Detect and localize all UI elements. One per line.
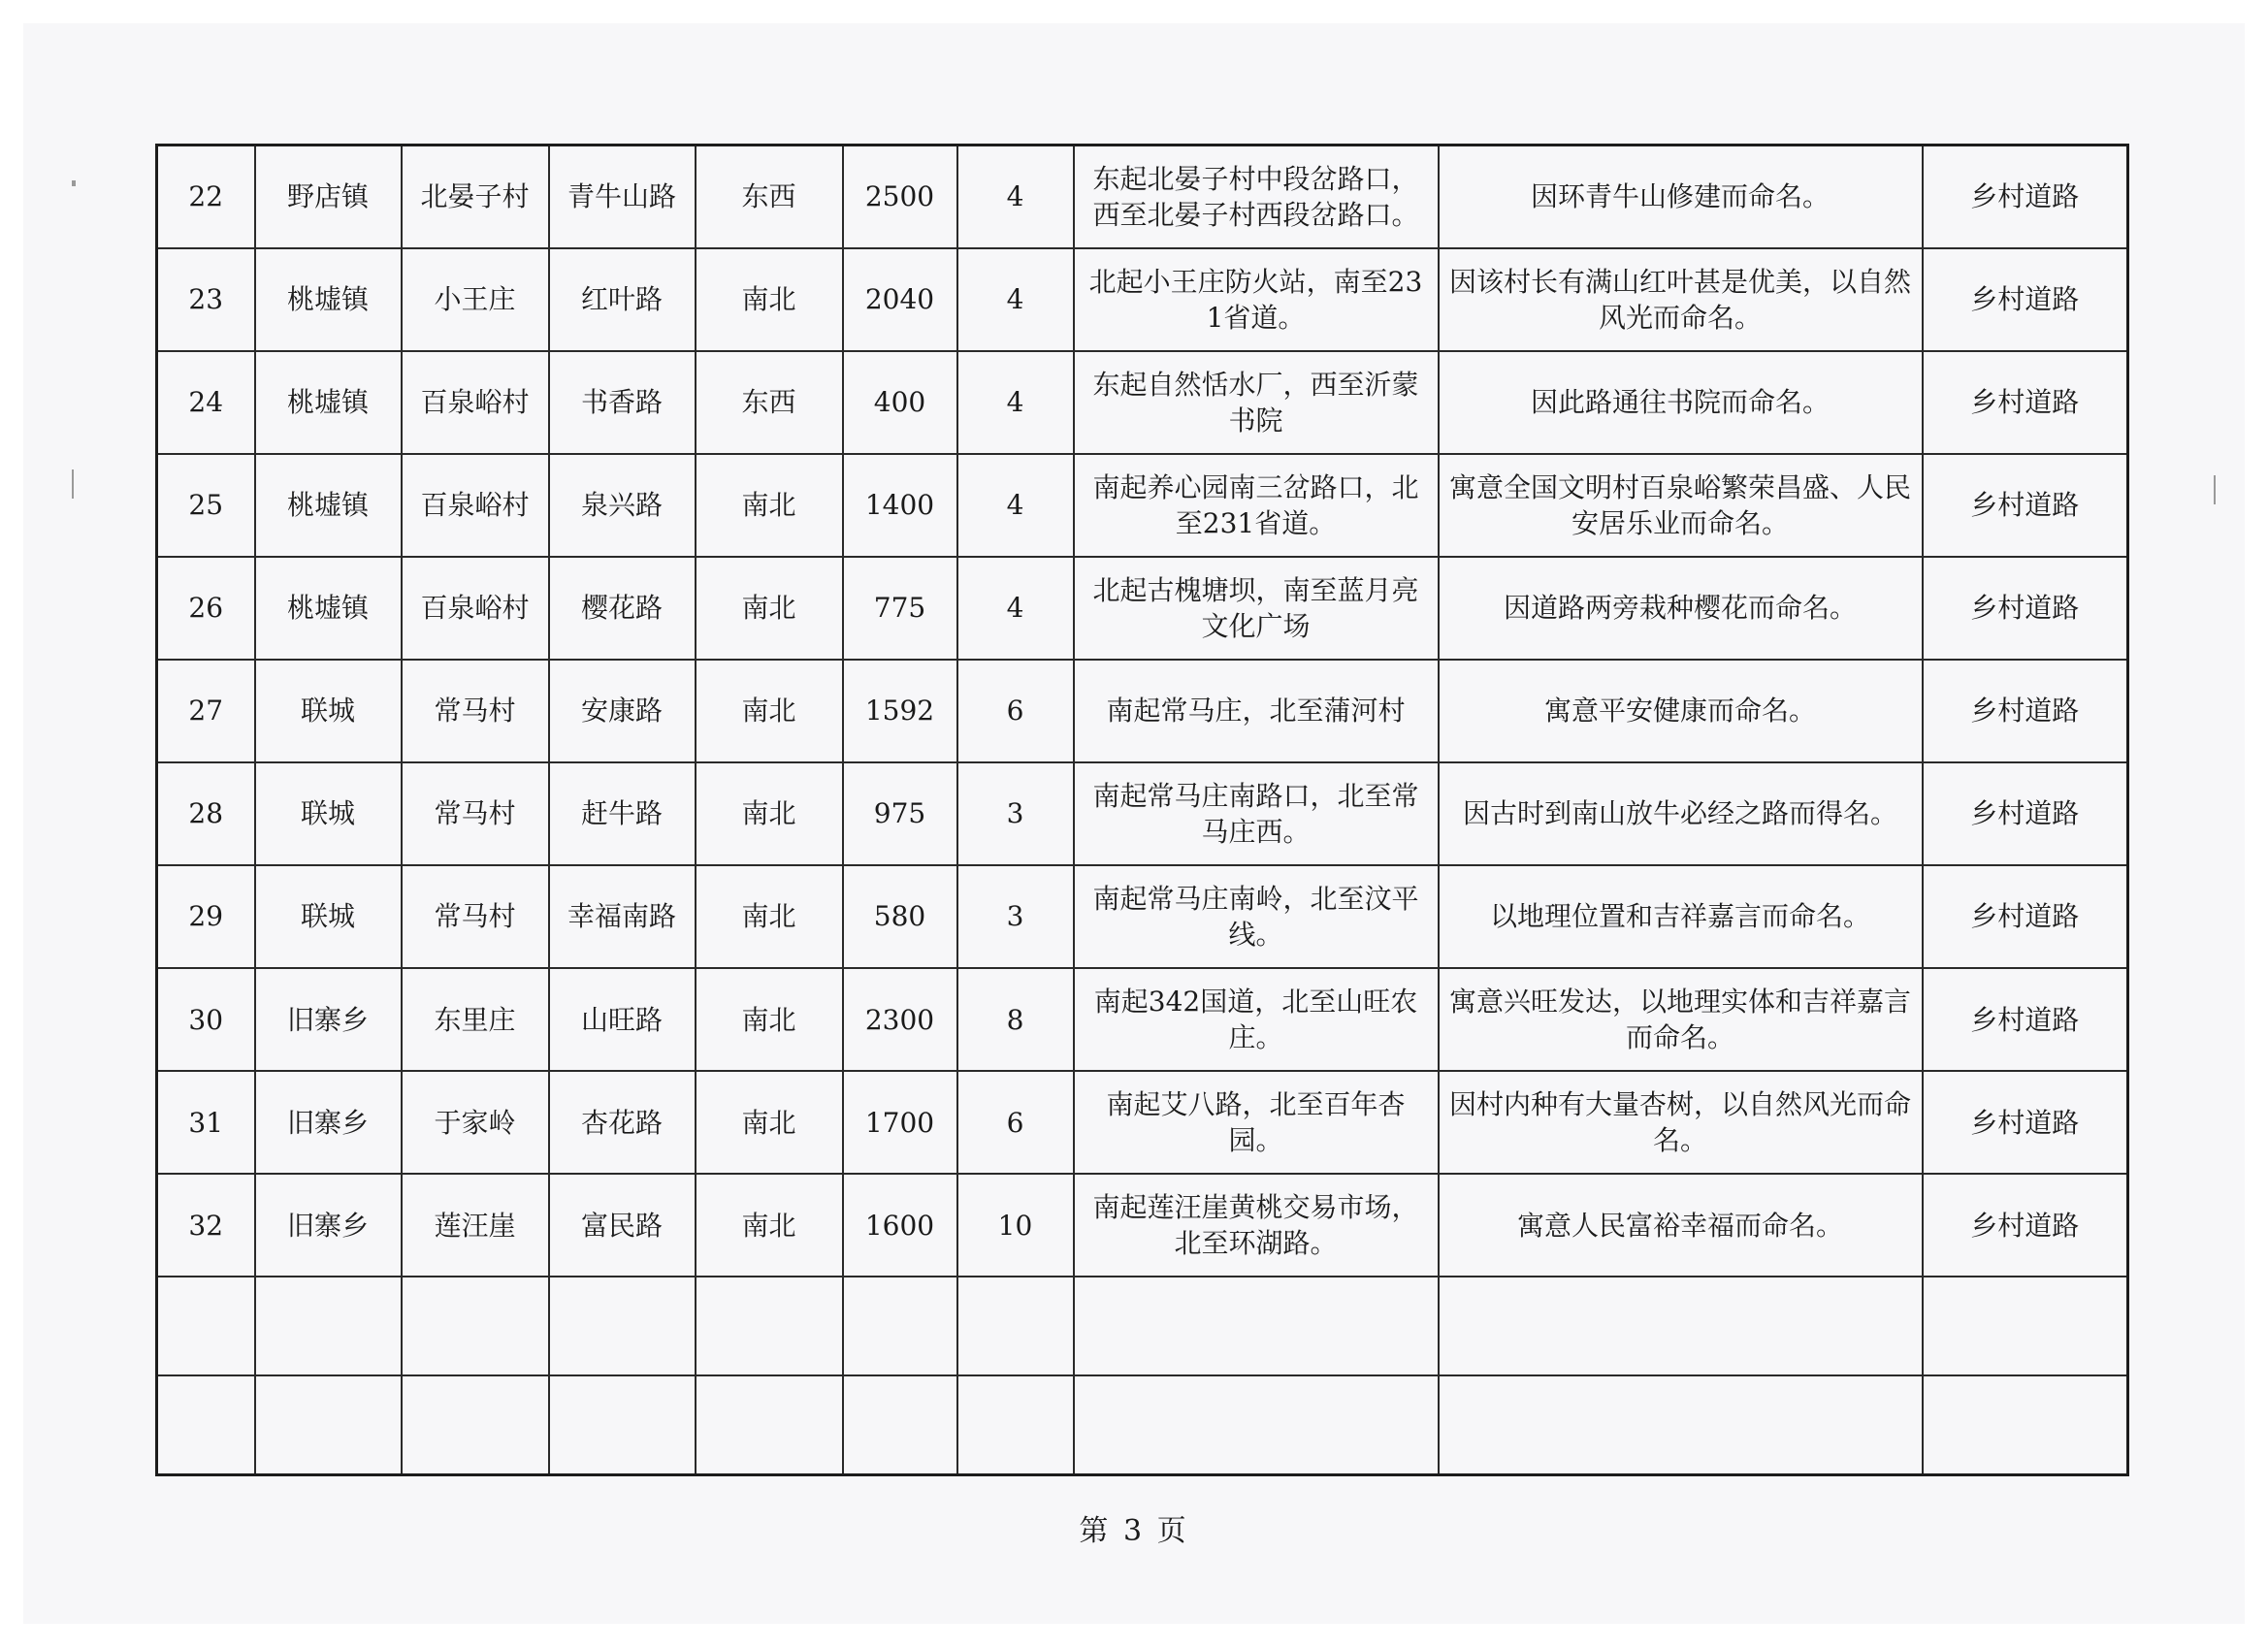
category-cell: 乡村道路 xyxy=(1923,351,2128,454)
empty-cell xyxy=(843,1375,957,1474)
row-number-cell: 28 xyxy=(157,762,255,865)
naming-reason-cell: 寓意全国文明村百泉峪繁荣昌盛、人民安居乐业而命名。 xyxy=(1439,454,1923,557)
width-cell: 10 xyxy=(957,1174,1074,1277)
empty-cell xyxy=(957,1375,1074,1474)
empty-cell xyxy=(843,1277,957,1375)
empty-table-row xyxy=(157,1277,2128,1375)
village-cell: 常马村 xyxy=(402,865,549,968)
width-cell: 4 xyxy=(957,454,1074,557)
direction-cell: 南北 xyxy=(696,1071,843,1174)
town-cell: 桃墟镇 xyxy=(255,454,402,557)
length-cell: 2500 xyxy=(843,146,957,248)
town-cell: 桃墟镇 xyxy=(255,351,402,454)
empty-cell xyxy=(1074,1375,1439,1474)
start-end-cell: 北起小王庄防火站，南至231省道。 xyxy=(1074,248,1439,351)
naming-reason-cell: 因环青牛山修建而命名。 xyxy=(1439,146,1923,248)
table-row xyxy=(157,865,2128,968)
road-name-cell: 山旺路 xyxy=(549,968,696,1071)
village-cell: 东里庄 xyxy=(402,968,549,1071)
empty-cell xyxy=(402,1277,549,1375)
village-cell: 百泉峪村 xyxy=(402,454,549,557)
category-cell: 乡村道路 xyxy=(1923,146,2128,248)
table-row xyxy=(157,146,2128,248)
table-row xyxy=(157,968,2128,1071)
empty-cell xyxy=(157,1277,255,1375)
category-cell: 乡村道路 xyxy=(1923,1071,2128,1174)
town-cell: 野店镇 xyxy=(255,146,402,248)
row-number-cell: 25 xyxy=(157,454,255,557)
start-end-cell: 东起自然恬水厂，西至沂蒙书院 xyxy=(1074,351,1439,454)
direction-cell: 南北 xyxy=(696,865,843,968)
width-cell: 4 xyxy=(957,146,1074,248)
empty-cell xyxy=(255,1375,402,1474)
empty-cell xyxy=(255,1277,402,1375)
empty-cell xyxy=(696,1277,843,1375)
empty-cell xyxy=(549,1277,696,1375)
start-end-cell: 南起莲汪崖黄桃交易市场，北至环湖路。 xyxy=(1074,1174,1439,1277)
empty-cell xyxy=(1923,1277,2128,1375)
category-cell: 乡村道路 xyxy=(1923,1174,2128,1277)
table-row xyxy=(157,1174,2128,1277)
direction-cell: 南北 xyxy=(696,968,843,1071)
road-name-cell: 青牛山路 xyxy=(549,146,696,248)
category-cell: 乡村道路 xyxy=(1923,660,2128,762)
table-row xyxy=(157,557,2128,660)
length-cell: 580 xyxy=(843,865,957,968)
length-cell: 975 xyxy=(843,762,957,865)
category-cell: 乡村道路 xyxy=(1923,248,2128,351)
width-cell: 4 xyxy=(957,351,1074,454)
row-number-cell: 30 xyxy=(157,968,255,1071)
category-cell: 乡村道路 xyxy=(1923,454,2128,557)
table-row xyxy=(157,1071,2128,1174)
town-cell: 桃墟镇 xyxy=(255,557,402,660)
town-cell: 旧寨乡 xyxy=(255,968,402,1071)
scan-mark xyxy=(72,469,74,499)
row-number-cell: 22 xyxy=(157,146,255,248)
start-end-cell: 南起常马庄南岭，北至汶平线。 xyxy=(1074,865,1439,968)
empty-cell xyxy=(1074,1277,1439,1375)
length-cell: 1592 xyxy=(843,660,957,762)
direction-cell: 南北 xyxy=(696,454,843,557)
row-number-cell: 26 xyxy=(157,557,255,660)
empty-cell xyxy=(957,1277,1074,1375)
naming-reason-cell: 因该村长有满山红叶甚是优美，以自然风光而命名。 xyxy=(1439,248,1923,351)
road-name-cell: 泉兴路 xyxy=(549,454,696,557)
page-number: 第 3 页 xyxy=(1079,1514,1189,1548)
empty-cell xyxy=(1439,1375,1923,1474)
width-cell: 6 xyxy=(957,1071,1074,1174)
direction-cell: 南北 xyxy=(696,660,843,762)
row-number-cell: 23 xyxy=(157,248,255,351)
direction-cell: 南北 xyxy=(696,1174,843,1277)
empty-cell xyxy=(1439,1277,1923,1375)
width-cell: 4 xyxy=(957,248,1074,351)
road-name-cell: 书香路 xyxy=(549,351,696,454)
start-end-cell: 南起342国道，北至山旺农庄。 xyxy=(1074,968,1439,1071)
direction-cell: 南北 xyxy=(696,762,843,865)
empty-cell xyxy=(549,1375,696,1474)
village-cell: 常马村 xyxy=(402,762,549,865)
empty-cell xyxy=(696,1375,843,1474)
row-number-cell: 31 xyxy=(157,1071,255,1174)
village-cell: 莲汪崖 xyxy=(402,1174,549,1277)
village-cell: 常马村 xyxy=(402,660,549,762)
naming-reason-cell: 因村内种有大量杏树，以自然风光而命名。 xyxy=(1439,1071,1923,1174)
road-name-cell: 安康路 xyxy=(549,660,696,762)
direction-cell: 东西 xyxy=(696,351,843,454)
length-cell: 400 xyxy=(843,351,957,454)
village-cell: 北晏子村 xyxy=(402,146,549,248)
village-cell: 小王庄 xyxy=(402,248,549,351)
width-cell: 6 xyxy=(957,660,1074,762)
town-cell: 联城 xyxy=(255,762,402,865)
direction-cell: 东西 xyxy=(696,146,843,248)
town-cell: 旧寨乡 xyxy=(255,1174,402,1277)
category-cell: 乡村道路 xyxy=(1923,557,2128,660)
table-row xyxy=(157,762,2128,865)
length-cell: 1400 xyxy=(843,454,957,557)
width-cell: 8 xyxy=(957,968,1074,1071)
row-number-cell: 29 xyxy=(157,865,255,968)
width-cell: 3 xyxy=(957,762,1074,865)
road-name-cell: 杏花路 xyxy=(549,1071,696,1174)
naming-reason-cell: 寓意人民富裕幸福而命名。 xyxy=(1439,1174,1923,1277)
village-cell: 于家岭 xyxy=(402,1071,549,1174)
length-cell: 2300 xyxy=(843,968,957,1071)
naming-reason-cell: 因道路两旁栽种樱花而命名。 xyxy=(1439,557,1923,660)
start-end-cell: 南起养心园南三岔路口，北至231省道。 xyxy=(1074,454,1439,557)
town-cell: 联城 xyxy=(255,865,402,968)
table-row xyxy=(157,660,2128,762)
village-cell: 百泉峪村 xyxy=(402,557,549,660)
category-cell: 乡村道路 xyxy=(1923,968,2128,1071)
table-row xyxy=(157,248,2128,351)
category-cell: 乡村道路 xyxy=(1923,865,2128,968)
road-naming-table xyxy=(155,144,2129,1476)
length-cell: 775 xyxy=(843,557,957,660)
scan-mark xyxy=(72,180,76,186)
row-number-cell: 32 xyxy=(157,1174,255,1277)
empty-table-row xyxy=(157,1375,2128,1474)
naming-reason-cell: 以地理位置和吉祥嘉言而命名。 xyxy=(1439,865,1923,968)
town-cell: 旧寨乡 xyxy=(255,1071,402,1174)
naming-reason-cell: 因此路通往书院而命名。 xyxy=(1439,351,1923,454)
road-name-cell: 红叶路 xyxy=(549,248,696,351)
table-body xyxy=(157,146,2128,1475)
naming-reason-cell: 寓意平安健康而命名。 xyxy=(1439,660,1923,762)
town-cell: 桃墟镇 xyxy=(255,248,402,351)
width-cell: 3 xyxy=(957,865,1074,968)
start-end-cell: 南起艾八路，北至百年杏园。 xyxy=(1074,1071,1439,1174)
road-name-cell: 樱花路 xyxy=(549,557,696,660)
road-name-cell: 赶牛路 xyxy=(549,762,696,865)
start-end-cell: 南起常马庄，北至蒲河村 xyxy=(1074,660,1439,762)
empty-cell xyxy=(157,1375,255,1474)
start-end-cell: 南起常马庄南路口，北至常马庄西。 xyxy=(1074,762,1439,865)
empty-cell xyxy=(402,1375,549,1474)
row-number-cell: 24 xyxy=(157,351,255,454)
table-row xyxy=(157,351,2128,454)
width-cell: 4 xyxy=(957,557,1074,660)
row-number-cell: 27 xyxy=(157,660,255,762)
start-end-cell: 东起北晏子村中段岔路口，西至北晏子村西段岔路口。 xyxy=(1074,146,1439,248)
town-cell: 联城 xyxy=(255,660,402,762)
table-row xyxy=(157,454,2128,557)
length-cell: 1600 xyxy=(843,1174,957,1277)
scan-mark xyxy=(2214,475,2216,504)
category-cell: 乡村道路 xyxy=(1923,762,2128,865)
naming-reason-cell: 寓意兴旺发达，以地理实体和吉祥嘉言而命名。 xyxy=(1439,968,1923,1071)
road-name-cell: 富民路 xyxy=(549,1174,696,1277)
village-cell: 百泉峪村 xyxy=(402,351,549,454)
direction-cell: 南北 xyxy=(696,248,843,351)
length-cell: 2040 xyxy=(843,248,957,351)
road-name-cell: 幸福南路 xyxy=(549,865,696,968)
direction-cell: 南北 xyxy=(696,557,843,660)
naming-reason-cell: 因古时到南山放牛必经之路而得名。 xyxy=(1439,762,1923,865)
length-cell: 1700 xyxy=(843,1071,957,1174)
start-end-cell: 北起古槐塘坝，南至蓝月亮文化广场 xyxy=(1074,557,1439,660)
empty-cell xyxy=(1923,1375,2128,1474)
